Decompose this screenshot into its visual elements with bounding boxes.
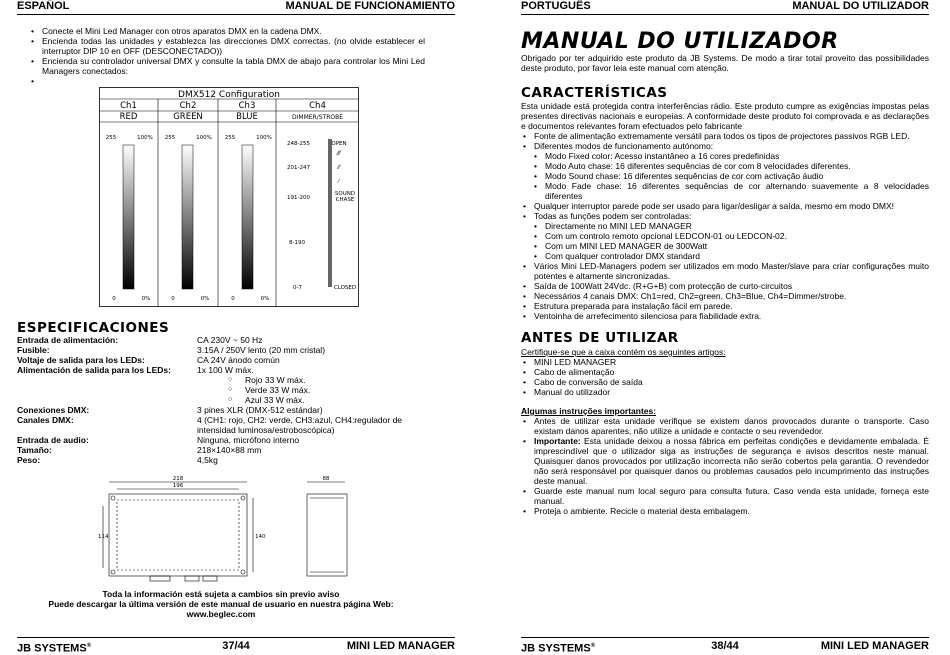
feature-item: • Qualquer interruptor parede pode ser usado para ligar/desligar a saída, mesmo em modo DMX!	[521, 201, 929, 211]
ch4-range-3: 191-200	[287, 195, 310, 201]
spec-key: Canales DMX:	[17, 415, 74, 425]
dimension-drawing	[95, 476, 365, 586]
scale-label: 100%	[256, 135, 272, 141]
spec-key: Fusible:	[17, 345, 50, 355]
page-footer	[521, 637, 929, 654]
ch4-label-open: OPEN	[331, 141, 347, 147]
dim-total-width: 218	[172, 476, 184, 482]
spec-sub-value: ○ Azul 33 W máx.	[245, 395, 305, 405]
channel-name: GREEN	[173, 112, 203, 122]
channel-number: Ch4	[309, 101, 326, 111]
spec-key: Voltaje de salida para los LEDs:	[17, 355, 145, 365]
channel-number: Ch2	[179, 101, 197, 111]
feature-item: • Modo Auto chase: 16 diferentes sequências de cor com 8 velocidades diferentes.	[521, 161, 929, 171]
note-download: Puede descargar la última versión de este manual de usuario en nuestra página Web:	[48, 599, 394, 609]
box-contents-list	[521, 357, 929, 397]
channel-level-bar	[123, 145, 134, 289]
strobe-slow-mark: ⁄	[338, 179, 340, 185]
list-item: • Cabo de conversão de saída	[521, 377, 929, 387]
scale-label: 0%	[200, 296, 210, 302]
feature-item: • Todas as funções podem ser controladas:	[521, 211, 929, 221]
features-heading: CARACTERÍSTICAS	[521, 85, 668, 101]
spec-value: Ninguna, micrófono interno	[197, 435, 300, 445]
feature-item: • Com um MINI LED MANAGER de 300Watt	[521, 241, 929, 251]
channel-number: Ch1	[120, 101, 137, 111]
spec-sub-value: ○ Verde 33 W máx.	[245, 385, 310, 395]
scale-label: 0	[171, 296, 175, 302]
page-right	[521, 0, 929, 654]
list-item: • MINI LED MANAGER	[521, 357, 929, 367]
channel-name: DIMMER/STROBE	[292, 114, 343, 121]
feature-item: • Com qualquer controlador DMX standard	[521, 251, 929, 261]
feature-item: • Com um controlo remoto opcional LEDCON-01 ou LEDCON-02.	[521, 231, 929, 241]
page-header	[521, 0, 929, 15]
features-list	[521, 131, 929, 321]
header-manual-title: MANUAL DO UTILIZADOR	[792, 0, 929, 12]
strobe-mid-mark: ⁄⁄	[337, 165, 341, 171]
intro-paragraph: Obrigado por ter adquirido este produto da JB Systems. De modo a tirar total proveito das possibilidades deste produto, por favor leia este manual com atenção.	[521, 53, 929, 73]
website-link[interactable]: www.beglec.com	[186, 609, 256, 619]
ch4-range-1: 248-255	[287, 141, 310, 147]
feature-item: • Vários Mini LED-Managers podem ser utilizados em modo Master/slave para criar configurações muito potentes e altamente sincronizadas.	[521, 261, 929, 281]
note-subject-to-change: Toda la información está sujeta a cambios sin previo aviso	[102, 589, 340, 599]
dmx-configuration-figure	[99, 87, 359, 307]
footer-page-number: 38/44	[711, 640, 739, 652]
spec-value: 218×140×88 mm	[197, 445, 262, 455]
channel-name: RED	[119, 112, 138, 122]
spec-value: CA 24V ánodo común	[197, 355, 280, 365]
important-instructions-list	[521, 416, 929, 516]
spec-value: 3 pines XLR (DMX-512 estándar)	[197, 405, 323, 415]
scale-label: 255	[224, 135, 236, 141]
list-item	[29, 76, 425, 86]
page-header	[17, 0, 455, 15]
footer-product: MINI LED MANAGER	[820, 640, 929, 652]
specifications-heading: ESPECIFICACIONES	[17, 320, 170, 336]
spec-sub-value: ○ Rojo 33 W máx.	[245, 375, 305, 385]
spec-value: 3.15A / 250V lento (20 mm cristal)	[197, 345, 326, 355]
scale-label: 0	[231, 296, 235, 302]
header-manual-title: MANUAL DE FUNCIONAMIENTO	[285, 0, 455, 12]
scale-label: 0%	[260, 296, 270, 302]
spec-key: Alimentación de salida para los LEDs:	[17, 365, 171, 375]
list-item: • Antes de utilizar esta unidade verifique se existem danos provocados durante o transporte. Caso existam danos aparentes, não utilize a unidade e contacte o seu revendedor.	[521, 416, 929, 436]
features-intro: Esta unidade está protegida contra interferências rádio. Este produto cumpre as exigências impostas pelas presentes directivas nacionais e europeias. A conformidade deste produto foi comprovada e as declarações e documentos relevantes foram efectuados pelo fabricante	[521, 101, 929, 131]
footer-product: MINI LED MANAGER	[346, 640, 455, 652]
page-footer	[17, 637, 455, 654]
feature-item: • Modo Fixed color: Acesso instantâneo a 16 cores predefinidas	[521, 151, 929, 161]
footer-brand: JB SYSTEMS®	[521, 642, 596, 655]
channel-number: Ch3	[238, 101, 256, 111]
spec-value: 4,5kg	[197, 455, 218, 465]
channel-level-bar	[242, 145, 253, 289]
important-label: Importante:	[534, 436, 581, 446]
feature-item: • Directamente no MINI LED MANAGER	[521, 221, 929, 231]
feature-item: • Saída de 100Watt 24Vdc. (R+G+B) com protecção de curto-circuitos	[521, 281, 929, 291]
header-language: ESPAÑOL	[17, 0, 70, 12]
ch4-label-closed: CLOSED	[333, 285, 357, 291]
strobe-fast-mark: ⁄⁄⁄	[337, 151, 341, 157]
channel-name: BLUE	[236, 112, 258, 122]
important-text: Esta unidade deixou a nossa fábrica em perfeitas condições e devidamente embalada. É imprescindível que o utilizador siga as instruções de segurança e avisos descritos neste manual. Quaisquer danos provocados por utilização incorrecta não serão cobertos pela garantia. O revendedor não será responsável por quaisquer danos ou problemas causados pelo incumprimento das instruções deste manual.	[534, 436, 929, 486]
list-item: • Cabo de alimentação	[521, 367, 929, 377]
ch4-range-4: 8-190	[289, 240, 305, 246]
feature-item: • Fonte de alimentação extremamente versátil para todos os tipos de projectores passivos RGB LED.	[521, 131, 929, 141]
feature-item: • Ventoinha de arrefecimento silenciosa para fiabilidade extra.	[521, 311, 929, 321]
list-item: • Encienda su controlador universal DMX y consulte la tabla DMX de abajo para controlar los Mini Led Managers conectados:	[29, 56, 425, 76]
notes-block	[17, 589, 425, 619]
scale-label: 0	[112, 296, 116, 302]
dmx-table-title: DMX512 Configuration	[178, 90, 280, 100]
dim-left-height: 114	[98, 534, 109, 540]
spec-value: 4 (CH1: rojo, CH2: verde, CH3:azul, CH4:regulador de intensidad luminosa/estroboscópica)	[197, 415, 403, 435]
ch4-range-2: 201-247	[287, 165, 310, 171]
scale-label: 100%	[196, 135, 212, 141]
spec-key: Peso:	[17, 455, 41, 465]
feature-item: • Modo Sound chase: 16 diferentes sequências de cor com activação áudio	[521, 171, 929, 181]
specifications-table	[17, 335, 425, 480]
spec-value: 1x 100 W máx.	[197, 365, 254, 375]
channel-level-bar	[182, 145, 193, 289]
list-item: • Manual do utilizador	[521, 387, 929, 397]
ch4-range-5: 0-7	[293, 285, 302, 291]
spec-key: Conexiones DMX:	[17, 405, 90, 415]
feature-item: • Necessários 4 canais DMX: Ch1=red, Ch2=green, Ch3=Blue, Ch4=Dimmer/strobe.	[521, 291, 929, 301]
dim-right-height: 140	[255, 534, 266, 540]
important-instructions-heading: Algumas instruções importantes:	[521, 406, 657, 416]
spec-key: Tamaño:	[17, 445, 52, 455]
scale-label: 0%	[141, 296, 151, 302]
list-item	[521, 436, 929, 486]
list-item: • Proteja o ambiente. Recicle o material desta embalagem.	[521, 506, 929, 516]
list-item: • Encienda todas las unidades y establezca las direcciones DMX correctas. (no olvide establecer el interruptor DIP 10 en OFF (DESCONECTADO))	[29, 36, 425, 56]
box-contents-heading: Certifique-se que a caixa contém os seguintes artigos:	[521, 347, 726, 357]
scale-label: 255	[164, 135, 176, 141]
list-item: • Conecte el Mini Led Manager con otros aparatos DMX en la cadena DMX.	[29, 26, 425, 36]
connection-steps-list	[29, 26, 425, 86]
list-item: • Guarde este manual num local seguro para consulta futura. Caso venda esta unidade, forneça este manual.	[521, 486, 929, 506]
feature-item: • Diferentes modos de funcionamento autónomo:	[521, 141, 929, 151]
footer-page-number: 37/44	[222, 640, 250, 652]
feature-item: • Modo Fade chase: 16 diferentes sequências de cor alternando suavemente a 8 velocidades diferentes	[521, 181, 929, 201]
dim-inner-width: 196	[172, 483, 184, 489]
spec-key: Entrada de alimentación:	[17, 335, 119, 345]
page-left	[17, 0, 455, 654]
scale-label: 255	[105, 135, 117, 141]
spec-key: Entrada de audio:	[17, 435, 89, 445]
header-language: PORTUGUÊS	[521, 0, 591, 12]
feature-item: • Estrutura preparada para instalação fácil em parede.	[521, 301, 929, 311]
dim-depth: 88	[322, 476, 330, 482]
ch4-label-sound-chase: SOUND CHASE	[334, 191, 356, 203]
before-use-heading: ANTES DE UTILIZAR	[521, 330, 679, 346]
page-title: MANUAL DO UTILIZADOR	[521, 29, 839, 54]
footer-brand: JB SYSTEMS®	[17, 642, 92, 655]
scale-label: 100%	[137, 135, 153, 141]
spec-value: CA 230V ~ 50 Hz	[197, 335, 263, 345]
